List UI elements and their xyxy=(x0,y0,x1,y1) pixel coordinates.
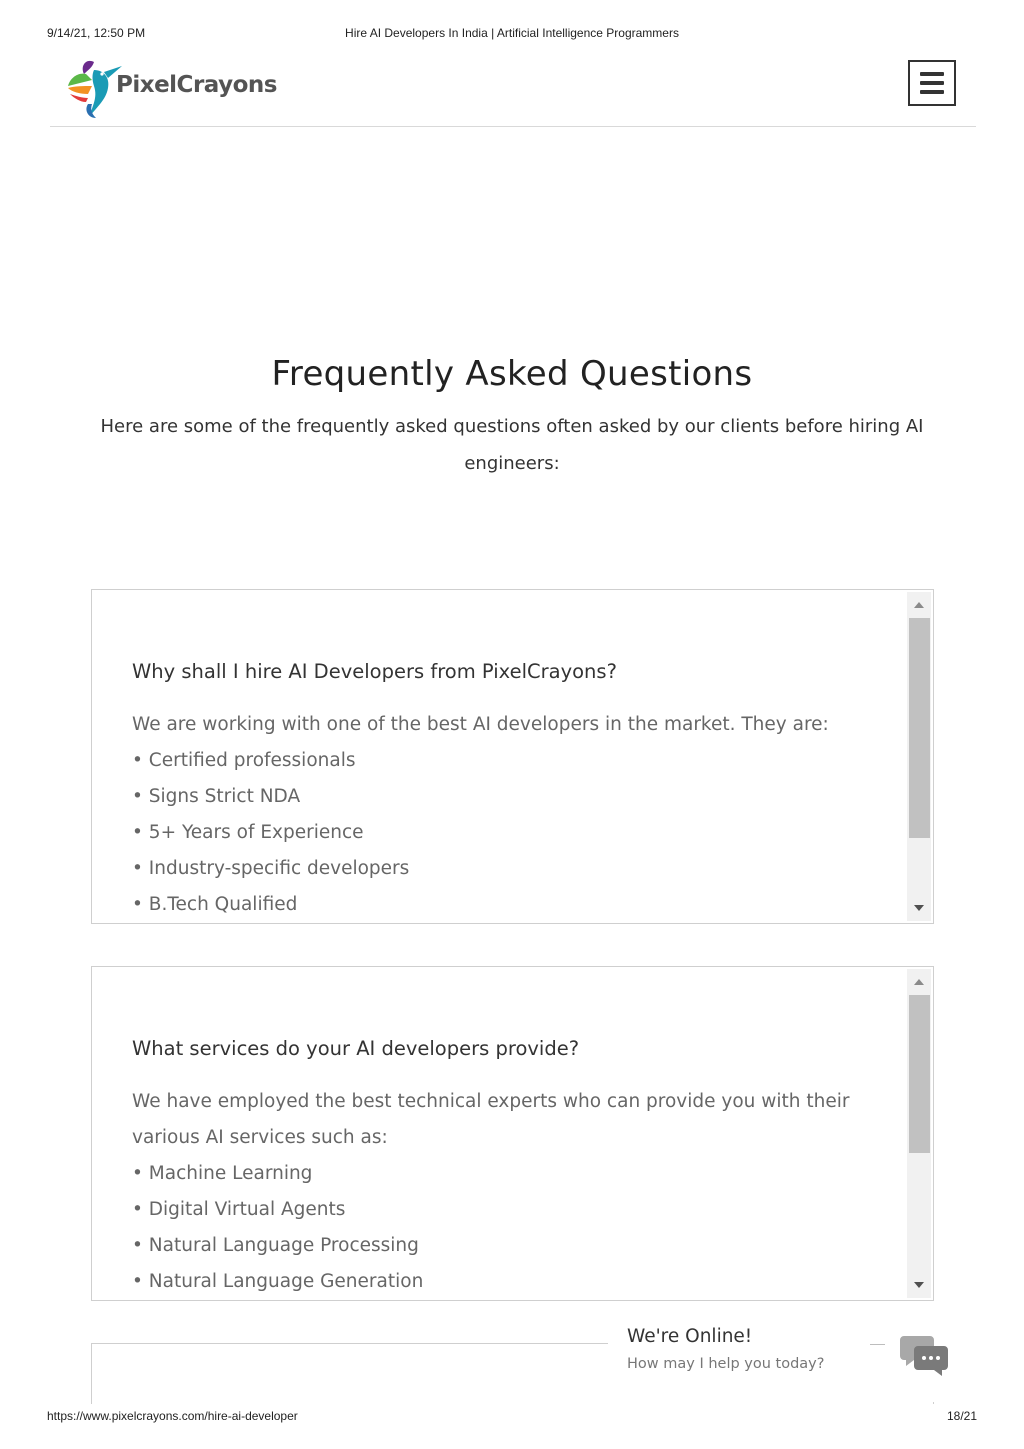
faq-answer-point: • Natural Language Generation xyxy=(132,1271,424,1292)
print-page-title: Hire AI Developers In India | Artificial Intelligence Programmers xyxy=(345,26,679,40)
chat-minimize-button[interactable] xyxy=(870,1344,885,1345)
chat-bubbles-icon[interactable] xyxy=(900,1330,950,1392)
hamburger-menu-icon xyxy=(920,72,944,76)
faq-answer-point: • Machine Learning xyxy=(132,1163,313,1184)
print-url: https://www.pixelcrayons.com/hire-ai-developer xyxy=(47,1409,298,1423)
hamburger-menu-button[interactable] xyxy=(908,60,956,106)
scroll-up-arrow-icon[interactable] xyxy=(914,602,924,608)
chat-widget[interactable] xyxy=(608,1316,948,1402)
scroll-thumb[interactable] xyxy=(909,995,930,1153)
faq-question: What services do your AI developers provide? xyxy=(132,1037,580,1060)
print-page-number: 18/21 xyxy=(946,1409,977,1423)
faq-answer-point: • Signs Strict NDA xyxy=(132,786,301,807)
site-header xyxy=(50,54,976,127)
faq-item-2[interactable] xyxy=(91,966,934,1301)
faq-answer-point: • B.Tech Qualified xyxy=(132,894,298,915)
hummingbird-logo-icon xyxy=(64,56,124,120)
faq-scrollbar[interactable] xyxy=(907,969,931,1298)
print-datetime: 9/14/21, 12:50 PM xyxy=(47,26,146,40)
faq-answer xyxy=(132,707,892,923)
print-footer xyxy=(0,1404,1024,1449)
pixelcrayons-logo[interactable] xyxy=(64,56,277,120)
scroll-down-arrow-icon[interactable] xyxy=(914,1282,924,1288)
hamburger-menu-icon-bar xyxy=(920,81,944,85)
chat-status: We're Online! xyxy=(627,1326,753,1347)
faq-item-content xyxy=(132,660,892,923)
scroll-thumb[interactable] xyxy=(909,618,930,838)
faq-answer-intro: We have employed the best technical experts who can provide you with their various AI services such as: xyxy=(132,1091,850,1148)
faq-question: Why shall I hire AI Developers from PixelCrayons? xyxy=(132,660,617,683)
faq-answer xyxy=(132,1084,892,1300)
hamburger-menu-icon-bar xyxy=(920,90,944,94)
faq-answer-intro: We are working with one of the best AI developers in the market. They are: xyxy=(132,714,829,735)
faq-title: Frequently Asked Questions xyxy=(271,354,753,394)
faq-answer-point: • Natural Language Processing xyxy=(132,1235,419,1256)
chat-prompt: How may I help you today? xyxy=(627,1356,825,1372)
scroll-down-arrow-icon[interactable] xyxy=(914,905,924,911)
faq-subtitle: Here are some of the frequently asked questions often asked by our clients before hiring AI engineers: xyxy=(100,416,924,474)
faq-item-content xyxy=(132,1037,892,1300)
faq-answer-point: • 5+ Years of Experience xyxy=(132,822,364,843)
print-header xyxy=(0,0,1024,46)
faq-scrollbar[interactable] xyxy=(907,592,931,921)
brand-wordmark: PixelCrayons xyxy=(116,72,277,98)
faq-item-1[interactable] xyxy=(91,589,934,924)
faq-answer-point: • Certified professionals xyxy=(132,750,356,771)
faq-answer-point: • Digital Virtual Agents xyxy=(132,1199,346,1220)
scroll-up-arrow-icon[interactable] xyxy=(914,979,924,985)
faq-answer-point: • Industry-specific developers xyxy=(132,858,410,879)
